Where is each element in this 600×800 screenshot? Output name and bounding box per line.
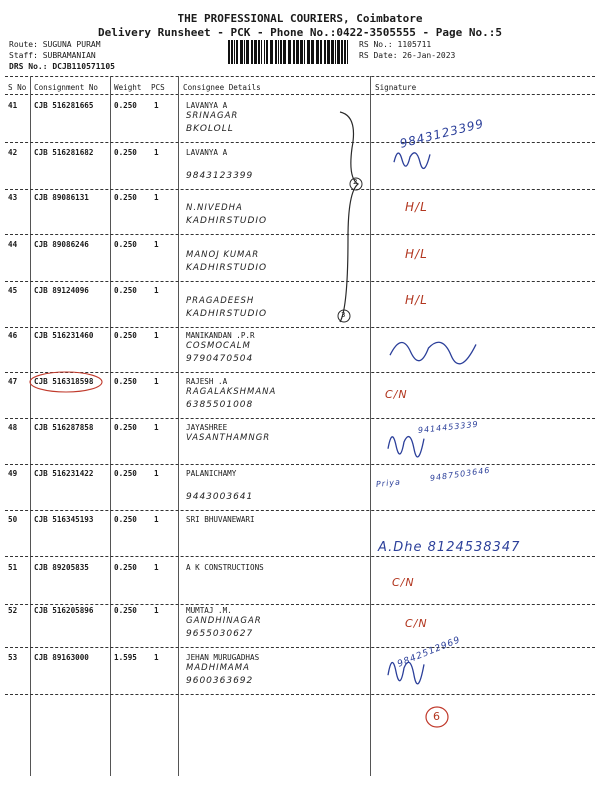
row-sno: 51	[8, 563, 18, 572]
barcode-bar	[316, 40, 319, 64]
row-divider	[5, 418, 595, 419]
row-pcs: 1	[154, 148, 159, 157]
barcode-bar	[278, 40, 279, 64]
row-pcs: 1	[154, 240, 159, 249]
header-rule-top	[5, 76, 595, 77]
row-sno: 46	[8, 331, 18, 340]
row-consignee-name: LAVANYA A	[186, 148, 228, 157]
signature-scribble	[388, 330, 478, 366]
row-consignment-no: CJB 516231422	[34, 469, 94, 478]
row-pcs: 1	[154, 469, 159, 478]
row-weight: 0.250	[114, 148, 137, 157]
row-divider	[5, 464, 595, 465]
barcode-bar	[264, 40, 265, 64]
row-consignment-no: CJB 89086246	[34, 240, 89, 249]
barcode-bar	[261, 40, 262, 64]
column-divider	[30, 76, 31, 776]
barcode-bar	[311, 40, 314, 64]
row-pcs: 1	[154, 101, 159, 110]
barcode-bar	[335, 40, 336, 64]
row-consignment-no: CJB 516205896	[34, 606, 94, 615]
row-signature: 9842512969	[396, 635, 463, 670]
row-signature: C/N	[392, 576, 415, 589]
row-sno: 50	[8, 515, 18, 524]
bracket-count-a: 2	[353, 178, 359, 186]
row-weight: 0.250	[114, 331, 137, 340]
barcode-bar	[258, 40, 260, 64]
barcode-bar	[320, 40, 322, 64]
row-consignee-name: SRI BHUVANEWARI	[186, 515, 255, 524]
row-signature: 9843123399	[398, 116, 486, 151]
barcode-bar	[293, 40, 295, 64]
row-weight: 0.250	[114, 377, 137, 386]
row-weight: 0.250	[114, 286, 137, 295]
highlight-circle	[28, 370, 104, 394]
row-handwritten-address: GANDHINAGAR	[186, 616, 262, 626]
barcode-bar	[270, 40, 273, 64]
row-weight: 0.250	[114, 606, 137, 615]
row-weight: 0.250	[114, 563, 137, 572]
row-consignment-no: CJB 516345193	[34, 515, 94, 524]
row-divider	[5, 189, 595, 190]
rs-number: RS No.: 1105711	[359, 40, 432, 49]
bracket-count-b: 3	[341, 311, 347, 319]
barcode-bar	[275, 40, 277, 64]
rs-date: RS Date: 26-Jan-2023	[359, 51, 456, 60]
barcode-bar	[244, 40, 245, 64]
row-handwritten-detail: 9443003641	[186, 492, 254, 502]
row-sno: 52	[8, 606, 18, 615]
barcode-bar	[344, 40, 346, 64]
row-consignee-name: A K CONSTRUCTIONS	[186, 563, 264, 572]
page-count-value: 6	[433, 710, 441, 723]
row-handwritten-detail: KADHIRSTUDIO	[186, 216, 268, 226]
barcode-bar	[341, 40, 343, 64]
col-header-signature: Signature	[375, 83, 417, 92]
row-pcs: 1	[154, 377, 159, 386]
barcode-bar	[288, 40, 291, 64]
row-weight: 0.250	[114, 515, 137, 524]
barcode	[228, 40, 350, 64]
barcode-bar	[234, 40, 235, 64]
barcode-bar	[283, 40, 286, 64]
barcode-bar	[296, 40, 299, 64]
row-pcs: 1	[154, 423, 159, 432]
barcode-bar	[231, 40, 233, 64]
runsheet-subtitle: Delivery Runsheet - PCK - Phone No.:0422-3505555 - Page No.:5	[98, 26, 502, 39]
row-divider	[5, 556, 595, 557]
row-consignment-no: CJB 89086131	[34, 193, 89, 202]
row-signature: H/L	[405, 200, 428, 214]
col-header-consignment: Consignment No	[34, 83, 99, 92]
row-pcs: 1	[154, 286, 159, 295]
row-signature: C/N	[405, 617, 428, 630]
barcode-bar	[304, 40, 305, 64]
row-handwritten-detail: 6385501008	[186, 400, 254, 410]
row-sno: 53	[8, 653, 18, 662]
row-signature: A.Dhe 8124538347	[378, 540, 521, 555]
barcode-bar	[266, 40, 268, 64]
col-header-pcs: PCS	[151, 83, 165, 92]
row-handwritten-detail: 9600363692	[186, 676, 254, 686]
row-pcs: 1	[154, 331, 159, 340]
row-consignee-name: LAVANYA A	[186, 101, 228, 110]
barcode-bar	[246, 40, 249, 64]
row-handwritten-address: RAGALAKSHMANA	[186, 387, 277, 397]
row-handwritten-address: SRINAGAR	[186, 111, 239, 121]
bracket-annotation	[318, 108, 368, 328]
row-consignment-no: CJB 516318598	[34, 377, 94, 386]
row-handwritten-detail: 9843123399	[186, 171, 254, 181]
row-consignee-name: MUMTAJ .M.	[186, 606, 232, 615]
row-pcs: 1	[154, 653, 159, 662]
barcode-bar	[236, 40, 238, 64]
barcode-bar	[228, 40, 230, 64]
barcode-bar	[347, 40, 348, 64]
row-consignee-name: MANIKANDAN .P.R	[186, 331, 255, 340]
row-consignment-no: CJB 516231460	[34, 331, 94, 340]
company-title: THE PROFESSIONAL COURIERS, Coimbatore	[177, 12, 423, 25]
row-consignee-name: JAYASHREE	[186, 423, 228, 432]
row-sno: 47	[8, 377, 18, 386]
row-signature: 9414453339	[417, 419, 480, 435]
header-rule-bottom	[5, 94, 595, 95]
row-consignment-no: CJB 89205835	[34, 563, 89, 572]
row-consignment-no: CJB 516281665	[34, 101, 94, 110]
row-handwritten-detail: 9790470504	[186, 354, 254, 364]
row-consignment-no: CJB 89124096	[34, 286, 89, 295]
row-consignee-name: RAJESH .A	[186, 377, 228, 386]
row-handwritten-address: N.NIVEDHA	[186, 203, 243, 213]
signature-scribble	[386, 650, 426, 686]
row-pcs: 1	[154, 606, 159, 615]
row-sno: 48	[8, 423, 18, 432]
row-weight: 1.595	[114, 653, 137, 662]
col-header-sno: S No	[8, 83, 27, 92]
row-divider	[5, 510, 595, 511]
row-handwritten-address: MANOJ KUMAR	[186, 250, 260, 260]
row-consignment-no: CJB 516287858	[34, 423, 94, 432]
row-weight: 0.250	[114, 240, 137, 249]
row-weight: 0.250	[114, 469, 137, 478]
row-divider	[5, 327, 595, 328]
barcode-bar	[300, 40, 303, 64]
row-handwritten-address: COSMOCALM	[186, 341, 251, 351]
row-sno: 42	[8, 148, 18, 157]
barcode-bar	[251, 40, 253, 64]
col-header-consignee: Consignee Details	[183, 83, 261, 92]
row-consignment-no: CJB 89163000	[34, 653, 89, 662]
row-divider	[5, 647, 595, 648]
row-weight: 0.250	[114, 423, 137, 432]
row-handwritten-detail: 9655030627	[186, 629, 254, 639]
barcode-bar	[254, 40, 257, 64]
row-signature: H/L	[405, 293, 428, 307]
row-handwritten-detail: KADHIRSTUDIO	[186, 309, 268, 319]
row-weight: 0.250	[114, 101, 137, 110]
row-signature: C/N	[385, 388, 408, 401]
signature-scribble	[392, 144, 432, 170]
row-pcs: 1	[154, 563, 159, 572]
row-consignee-name: JEHAN MURUGADHAS	[186, 653, 260, 662]
column-divider	[110, 76, 111, 776]
row-divider	[5, 142, 595, 143]
row-handwritten-address: VASANTHAMNGR	[186, 433, 271, 443]
barcode-bar	[331, 40, 334, 64]
row-divider	[5, 694, 595, 695]
row-sno: 45	[8, 286, 18, 295]
barcode-bar	[240, 40, 243, 64]
drs-number: DRS No.: DCJB110571105	[9, 62, 115, 71]
row-consignment-no: CJB 516281682	[34, 148, 94, 157]
row-sno: 49	[8, 469, 18, 478]
barcode-bar	[324, 40, 326, 64]
row-sno: 41	[8, 101, 18, 110]
column-divider	[370, 76, 371, 776]
row-signature: Priya	[375, 477, 402, 489]
staff-label: Staff: SUBRAMANIAN	[9, 51, 96, 60]
row-handwritten-detail: BKOLOLL	[186, 124, 234, 134]
row-weight: 0.250	[114, 193, 137, 202]
row-divider	[5, 234, 595, 235]
row-signature: H/L	[405, 247, 428, 261]
row-consignee-name: PALANICHAMY	[186, 469, 237, 478]
row-handwritten-address: PRAGADEESH	[186, 296, 255, 306]
row-handwritten-address: MADHIMAMA	[186, 663, 250, 673]
row-divider	[5, 604, 595, 605]
barcode-bar	[337, 40, 340, 64]
column-divider	[178, 76, 179, 776]
row-sno: 44	[8, 240, 18, 249]
signature-scribble	[386, 425, 426, 459]
row-pcs: 1	[154, 515, 159, 524]
row-sno: 43	[8, 193, 18, 202]
barcode-bar	[280, 40, 282, 64]
row-signature-phone: 9487503646	[429, 465, 491, 483]
route-label: Route: SUGUNA PURAM	[9, 40, 101, 49]
col-header-weight: Weight	[114, 83, 142, 92]
row-divider	[5, 281, 595, 282]
barcode-bar	[327, 40, 330, 64]
barcode-bar	[307, 40, 310, 64]
row-pcs: 1	[154, 193, 159, 202]
row-handwritten-detail: KADHIRSTUDIO	[186, 263, 268, 273]
